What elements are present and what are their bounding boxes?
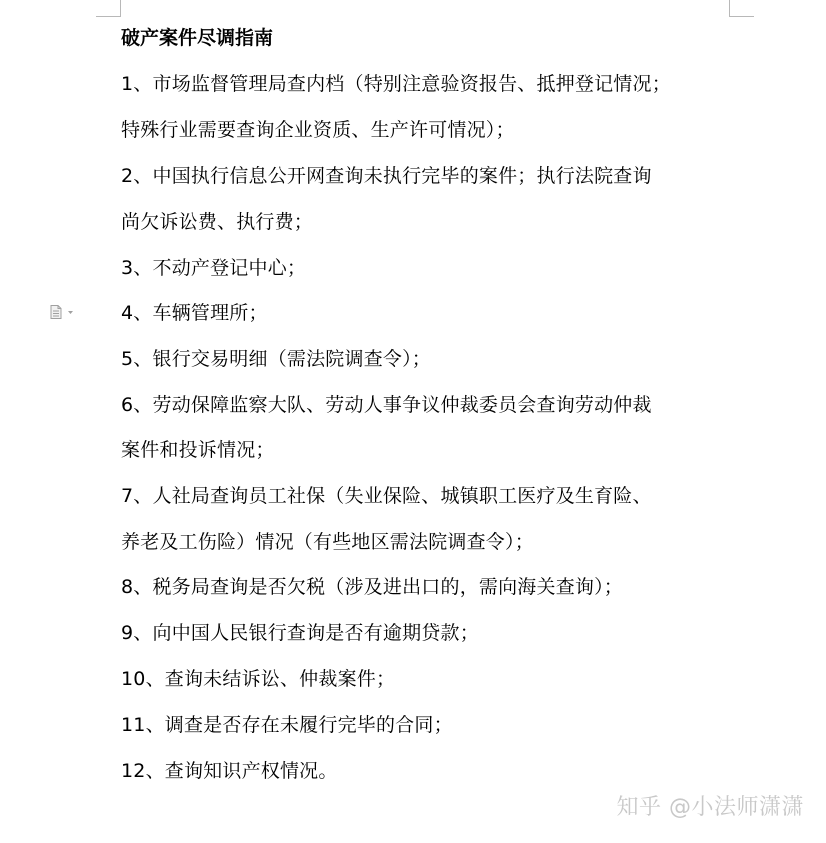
document-icon xyxy=(50,305,80,319)
zhihu-watermark: 知乎 @小法师潇潇 xyxy=(616,795,804,820)
text-line-5: 3、不动产登记中心； xyxy=(121,257,307,279)
top-left-crop-mark xyxy=(96,0,121,17)
document-title: 破产案件尽调指南 xyxy=(121,27,274,49)
text-line-6: 4、车辆管理所； xyxy=(121,302,268,324)
text-line-16: 12、查询知识产权情况。 xyxy=(121,760,338,782)
text-line-7: 5、银行交易明细（需法院调查令）； xyxy=(121,348,431,370)
text-line-9: 案件和投诉情况； xyxy=(121,439,275,461)
top-right-crop-mark xyxy=(729,0,754,17)
text-line-3: 2、中国执行信息公开网查询未执行完毕的案件；执行法院查询 xyxy=(121,165,652,187)
text-line-4: 尚欠诉讼费、执行费； xyxy=(121,211,314,233)
text-line-2: 特殊行业需要查询企业资质、生产许可情况）； xyxy=(121,119,515,141)
text-line-15: 11、调查是否存在未履行完毕的合同； xyxy=(121,714,453,736)
text-line-14: 10、查询未结诉讼、仲裁案件； xyxy=(121,668,396,690)
text-line-11: 养老及工伤险）情况（有些地区需法院调查令）； xyxy=(121,531,534,553)
text-line-13: 9、向中国人民银行查询是否有逾期贷款； xyxy=(121,622,479,644)
text-line-8: 6、劳动保障监察大队、劳动人事争议仲裁委员会查询劳动仲裁 xyxy=(121,394,652,416)
text-line-12: 8、税务局查询是否欠税（涉及进出口的，需向海关查询）； xyxy=(121,576,623,598)
text-line-10: 7、人社局查询员工社保（失业保险、城镇职工医疗及生育险、 xyxy=(121,485,652,507)
text-line-1: 1、市场监督管理局查内档（特别注意验资报告、抵押登记情况； xyxy=(121,73,671,95)
document-dropdown-icon[interactable] xyxy=(50,304,80,318)
